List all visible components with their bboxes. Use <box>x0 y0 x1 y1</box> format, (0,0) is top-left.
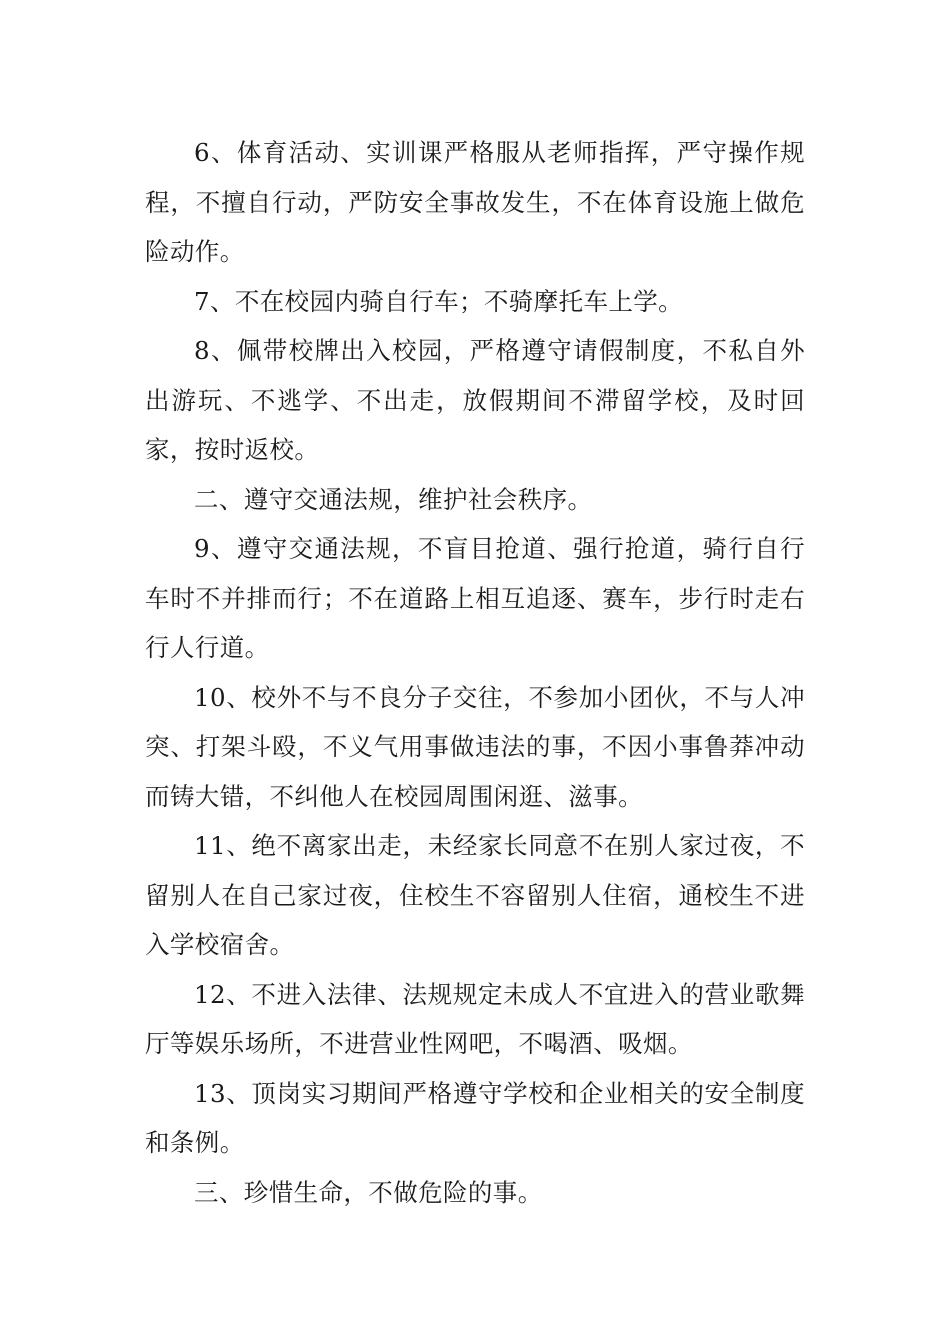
paragraph-item-10: 10、校外不与不良分子交往，不参加小团伙，不与人冲突、打架斗殴，不义气用事做违法的事，不因小事鲁莽冲动而铸大错，不纠他人在校园周围闲逛、滋事。 <box>145 682 805 811</box>
paragraph-item-8: 8、佩带校牌出入校园，严格遵守请假制度，不私自外出游玩、不逃学、不出走，放假期间不滞留学校，及时回家，按时返校。 <box>145 336 805 464</box>
paragraph-item-9: 9、遵守交通法规，不盲目抢道、强行抢道，骑行自行车时不并排而行；不在道路上相互追逐、赛车，步行时走右行人行道。 <box>145 534 805 662</box>
document-body <box>145 128 805 1217</box>
paragraph-item-12: 12、不进入法律、法规规定未成人不宜进入的营业歌舞厅等娱乐场所，不进营业性网吧，不喝酒、吸烟。 <box>145 979 805 1058</box>
section-heading-2: 二、遵守交通法规，维护社会秩序。 <box>194 484 593 514</box>
section-heading-3: 三、珍惜生命，不做危险的事。 <box>194 1177 543 1207</box>
paragraph-item-7: 7、不在校园内骑自行车；不骑摩托车上学。 <box>194 286 684 316</box>
paragraph-item-13: 13、顶岗实习期间严格遵守学校和企业相关的安全制度和条例。 <box>145 1078 805 1157</box>
paragraph-item-11: 11、绝不离家出走，未经家长同意不在别人家过夜，不留别人在自己家过夜，住校生不容留别人住宿，通校生不进入学校宿舍。 <box>145 831 805 959</box>
paragraph-item-6: 6、体育活动、实训课严格服从老师指挥，严守操作规程，不擅自行动，严防安全事故发生，不在体育设施上做危险动作。 <box>145 138 805 266</box>
